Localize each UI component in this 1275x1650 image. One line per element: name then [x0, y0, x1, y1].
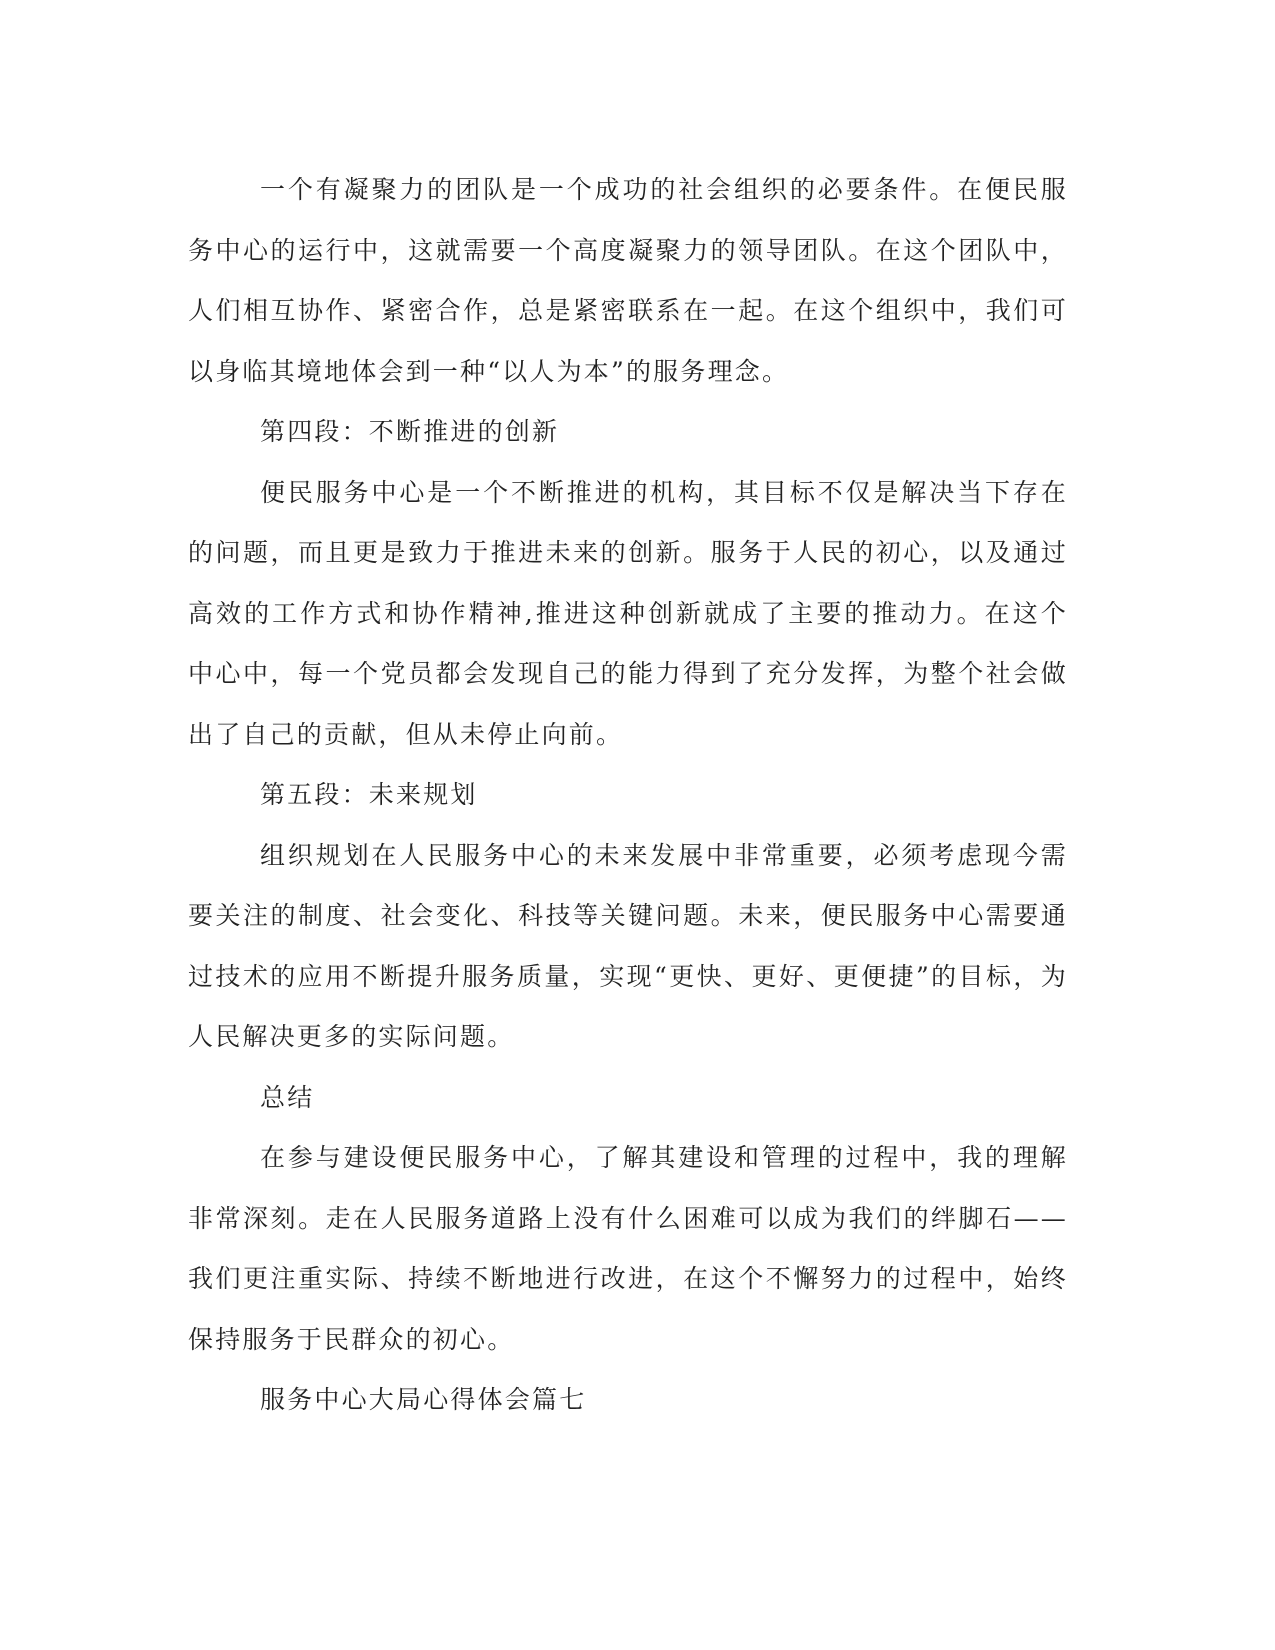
chapter-title-7: 服务中心大局心得体会篇七	[260, 1385, 587, 1414]
section-heading-summary: 总结	[260, 1082, 315, 1112]
paragraph-future-planning: 组织规划在人民服务中心的未来发展中非常重要，必须考虑现今需要关注的制度、社会变化、科技等关键问题。未来，便民服务中心需要通过技术的应用不断提升服务质量，实现“更快、更好、更便捷”的目标，为人民解决更多的实际问题。	[188, 840, 1068, 1051]
paragraph-team-cohesion: 一个有凝聚力的团队是一个成功的社会组织的必要条件。在便民服务中心的运行中，这就需要一个高度凝聚力的领导团队。在这个团队中，人们相互协作、紧密合作，总是紧密联系在一起。在这个组织中，我们可以身临其境地体会到一种“以人为本”的服务理念。	[188, 175, 1068, 386]
paragraph-innovation: 便民服务中心是一个不断推进的机构，其目标不仅是解决当下存在的问题，而且更是致力于推进未来的创新。服务于人民的初心，以及通过高效的工作方式和协作精神,推进这种创新就成了主要的推动力。在这个中心中，每一个党员都会发现自己的能力得到了充分发挥，为整个社会做出了自己的贡献，但从未停止向前。	[188, 477, 1068, 749]
section-heading-5: 第五段：未来规划	[260, 780, 478, 809]
section-heading-4: 第四段：不断推进的创新	[260, 417, 560, 446]
document-body	[188, 160, 1068, 1431]
paragraph-summary: 在参与建设便民服务中心，了解其建设和管理的过程中，我的理解非常深刻。走在人民服务道路上没有什么困难可以成为我们的绊脚石——我们更注重实际、持续不断地进行改进，在这个不懈努力的过程中，始终保持服务于民群众的初心。	[188, 1143, 1068, 1354]
